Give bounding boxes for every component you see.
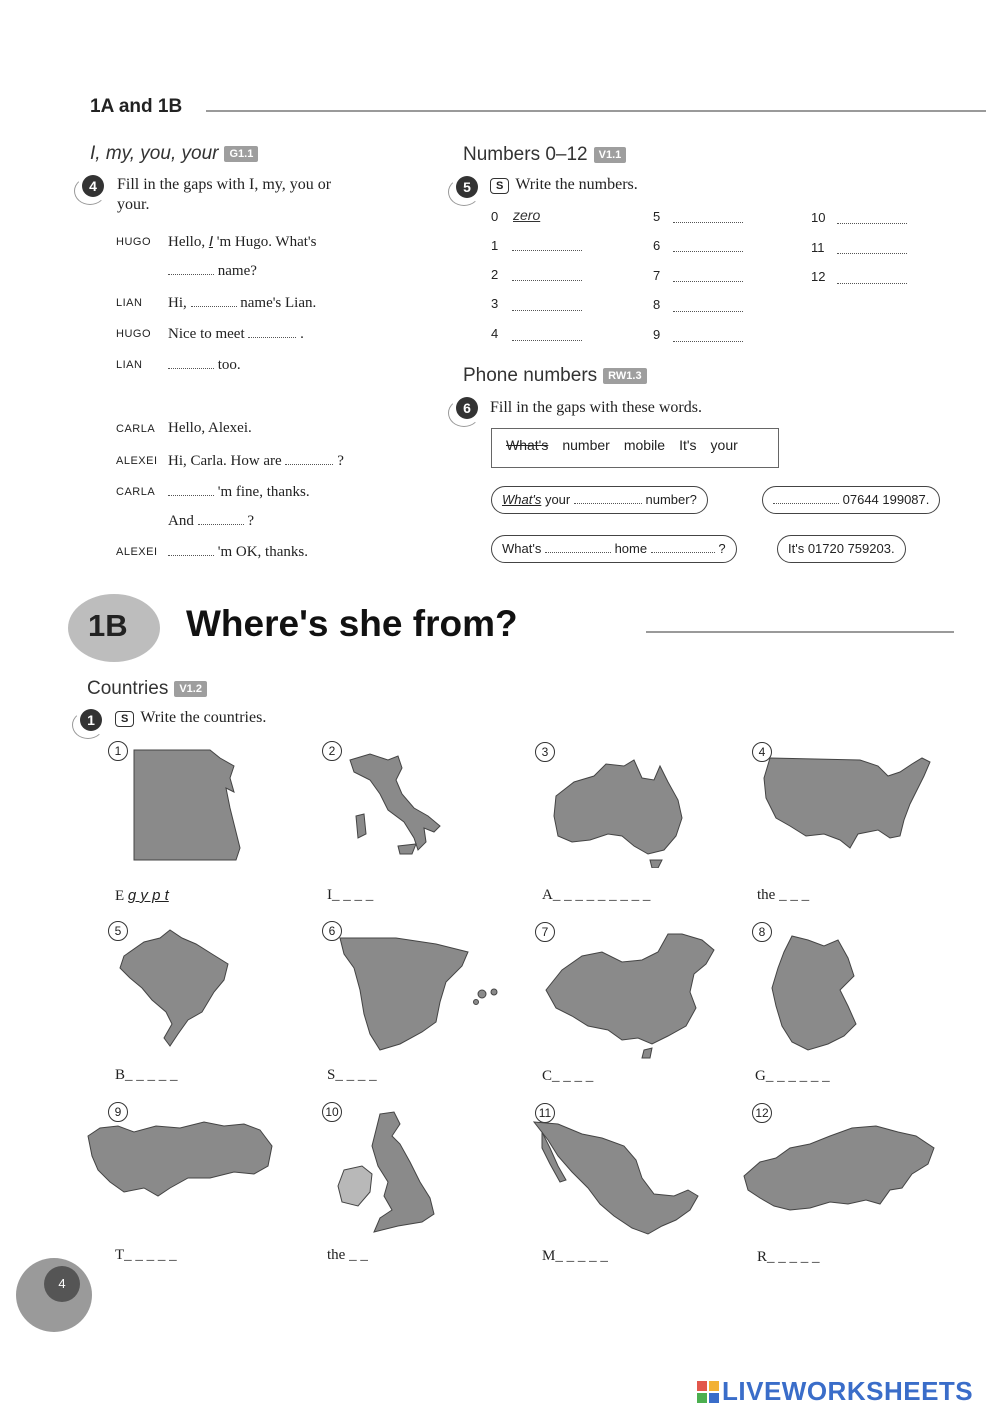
word-whats: What's xyxy=(506,437,549,453)
dialogue-line-2: name? xyxy=(168,262,257,280)
speech-bubble-3: What's home ? xyxy=(491,535,737,563)
number-5-gap[interactable] xyxy=(673,222,743,223)
dialogue-line-8: 'm fine, thanks. xyxy=(168,483,310,501)
number-7-gap[interactable] xyxy=(673,281,743,282)
number-6: 6 xyxy=(653,238,661,253)
gap-5[interactable] xyxy=(168,356,214,369)
number-12: 12 xyxy=(811,269,826,284)
dialogue-line-4: Nice to meet . xyxy=(168,326,304,342)
map-china xyxy=(542,930,720,1062)
phone-tag: RW1.3 xyxy=(603,368,646,384)
map-usa xyxy=(760,754,938,866)
bubble-1-answer: What's xyxy=(502,492,542,507)
country-answer-10: the _ _ xyxy=(327,1247,368,1263)
country-answer-8: G_ _ _ _ _ _ xyxy=(755,1068,830,1084)
dialogue-line-9: And ? xyxy=(168,513,255,529)
word-number: number xyxy=(562,437,610,453)
country-number-6: 6 xyxy=(322,921,342,941)
map-uk xyxy=(334,1110,452,1240)
number-3: 3 xyxy=(491,296,499,311)
dialogue-line-6: Hello, Alexei. xyxy=(168,420,252,436)
gap-10[interactable] xyxy=(168,543,214,556)
country-answer-1: E g y p t xyxy=(115,887,169,904)
unit-code: 1B xyxy=(88,608,128,643)
grammar-tag: G1.1 xyxy=(224,146,258,162)
number-1-gap[interactable] xyxy=(512,250,582,251)
country-answer-4: the _ _ _ xyxy=(757,887,810,903)
word-mobile: mobile xyxy=(623,437,666,453)
country-number-2: 2 xyxy=(322,741,342,761)
map-brazil xyxy=(116,928,234,1050)
bubble-3-gap-1[interactable] xyxy=(545,540,611,553)
country-number-9: 9 xyxy=(108,1102,128,1122)
speaker-alexei-2: ALEXEI xyxy=(116,546,158,558)
map-australia xyxy=(550,756,686,868)
word-its: It's xyxy=(679,437,697,453)
dialogue-line-5: too. xyxy=(168,356,241,374)
number-11: 11 xyxy=(811,240,825,255)
country-number-11: 11 xyxy=(535,1103,555,1123)
answer-zero: zero xyxy=(513,207,541,223)
speaking-icon: S xyxy=(490,178,509,194)
bubble-1-gap[interactable] xyxy=(574,491,642,504)
number-2-gap[interactable] xyxy=(512,280,582,281)
liveworksheets-brand[interactable]: LIVEWORKSHEETS xyxy=(722,1376,974,1406)
exercise-6-number: 6 xyxy=(456,397,478,419)
countries-heading: Countries V1.2 xyxy=(87,678,207,700)
map-spain xyxy=(336,932,506,1054)
gap-4[interactable] xyxy=(248,325,296,338)
map-mexico xyxy=(528,1118,704,1240)
exercise-6-instruction: Fill in the gaps with these words. xyxy=(490,399,702,416)
number-4-gap[interactable] xyxy=(512,340,582,341)
country-answer-5: B_ _ _ _ _ xyxy=(115,1067,178,1083)
country-number-10: 10 xyxy=(322,1102,342,1122)
number-1: 1 xyxy=(491,238,499,253)
number-9-gap[interactable] xyxy=(673,341,743,342)
exercise-1-instruction: S Write the countries. xyxy=(115,709,266,727)
bubble-2-gap[interactable] xyxy=(773,491,839,504)
number-3-gap[interactable] xyxy=(512,310,582,311)
country-answer-9: T_ _ _ _ _ xyxy=(115,1247,177,1263)
speaker-lian-2: LIAN xyxy=(116,359,143,371)
gap-3[interactable] xyxy=(191,294,237,307)
number-11-gap[interactable] xyxy=(837,253,907,254)
country-number-3: 3 xyxy=(535,742,555,762)
number-7: 7 xyxy=(653,268,661,283)
number-8-gap[interactable] xyxy=(673,311,743,312)
country-answer-7: C_ _ _ _ xyxy=(542,1068,594,1084)
speaking-icon-2: S xyxy=(115,711,134,727)
exercise-1-number: 1 xyxy=(80,709,102,731)
speaker-lian: LIAN xyxy=(116,297,143,309)
map-egypt xyxy=(130,748,242,864)
exercise-5-instruction: S Write the numbers. xyxy=(490,176,638,194)
dialogue-line-3: Hi, name's Lian. xyxy=(168,295,317,311)
page-number: 4 xyxy=(44,1266,80,1302)
page-header-title: 1A and 1B xyxy=(90,96,183,117)
number-6-gap[interactable] xyxy=(673,251,743,252)
speaker-carla: CARLA xyxy=(116,423,156,435)
number-2: 2 xyxy=(491,267,499,282)
number-8: 8 xyxy=(653,297,661,312)
country-answer-11: M_ _ _ _ _ xyxy=(542,1248,608,1264)
phone-heading: Phone numbers RW1.3 xyxy=(463,365,647,387)
map-russia xyxy=(740,1118,940,1234)
exercise-4-number: 4 xyxy=(82,175,104,197)
country-answer-12: R_ _ _ _ _ xyxy=(757,1249,820,1265)
gap-2[interactable] xyxy=(168,262,214,275)
unit-title: Where's she from? xyxy=(186,603,518,644)
gap-8[interactable] xyxy=(168,483,214,496)
numbers-tag: V1.1 xyxy=(594,147,627,163)
dialogue-line-7: Hi, Carla. How are ? xyxy=(168,453,344,469)
number-0: 0 xyxy=(491,209,499,224)
speaker-alexei: ALEXEI xyxy=(116,455,158,467)
word-your: your xyxy=(710,437,738,453)
number-12-gap[interactable] xyxy=(837,283,907,284)
exercise-4-instruction: Fill in the gaps with I, my, you or your. xyxy=(117,176,332,213)
speech-bubble-1: What's your number? xyxy=(491,486,708,514)
unit-title-rule xyxy=(646,631,954,633)
country-answer-3: A_ _ _ _ _ _ _ _ _ xyxy=(542,887,651,903)
numbers-heading: Numbers 0–12 V1.1 xyxy=(463,144,626,166)
map-turkey xyxy=(84,1116,278,1206)
country-number-7: 7 xyxy=(535,922,555,942)
speech-bubble-2: 07644 199087. xyxy=(762,486,940,514)
number-10: 10 xyxy=(811,210,826,225)
speaker-hugo: HUGO xyxy=(116,236,151,248)
gap-9[interactable] xyxy=(198,512,244,525)
country-number-4: 4 xyxy=(752,742,772,762)
speech-bubble-4: It's 01720 759203. xyxy=(777,535,906,563)
number-4: 4 xyxy=(491,326,499,341)
word-box xyxy=(491,428,779,468)
grammar-heading: I, my, you, your G1.1 xyxy=(90,143,258,165)
country-answer-2: I_ _ _ _ xyxy=(327,887,374,903)
speaker-carla-2: CARLA xyxy=(116,486,156,498)
country-number-8: 8 xyxy=(752,922,772,942)
bubble-3-gap-2[interactable] xyxy=(651,540,715,553)
answer-line-1: I xyxy=(208,233,213,250)
dialogue-line-10: 'm OK, thanks. xyxy=(168,543,308,561)
header-rule xyxy=(206,110,986,112)
countries-tag: V1.2 xyxy=(174,681,207,697)
speaker-hugo-2: HUGO xyxy=(116,328,151,340)
exercise-5-number: 5 xyxy=(456,176,478,198)
country-number-12: 12 xyxy=(752,1103,772,1123)
map-germany xyxy=(768,932,862,1058)
country-number-1: 1 xyxy=(108,741,128,761)
number-9: 9 xyxy=(653,327,661,342)
map-italy xyxy=(340,750,450,862)
country-number-5: 5 xyxy=(108,921,128,941)
country-answer-6: S_ _ _ _ xyxy=(327,1067,377,1083)
dialogue-line-1: Hello, I 'm Hugo. What's xyxy=(168,233,317,250)
gap-7[interactable] xyxy=(285,452,333,465)
liveworksheets-logo-icon xyxy=(697,1381,719,1403)
number-5: 5 xyxy=(653,209,661,224)
number-10-gap[interactable] xyxy=(837,223,907,224)
